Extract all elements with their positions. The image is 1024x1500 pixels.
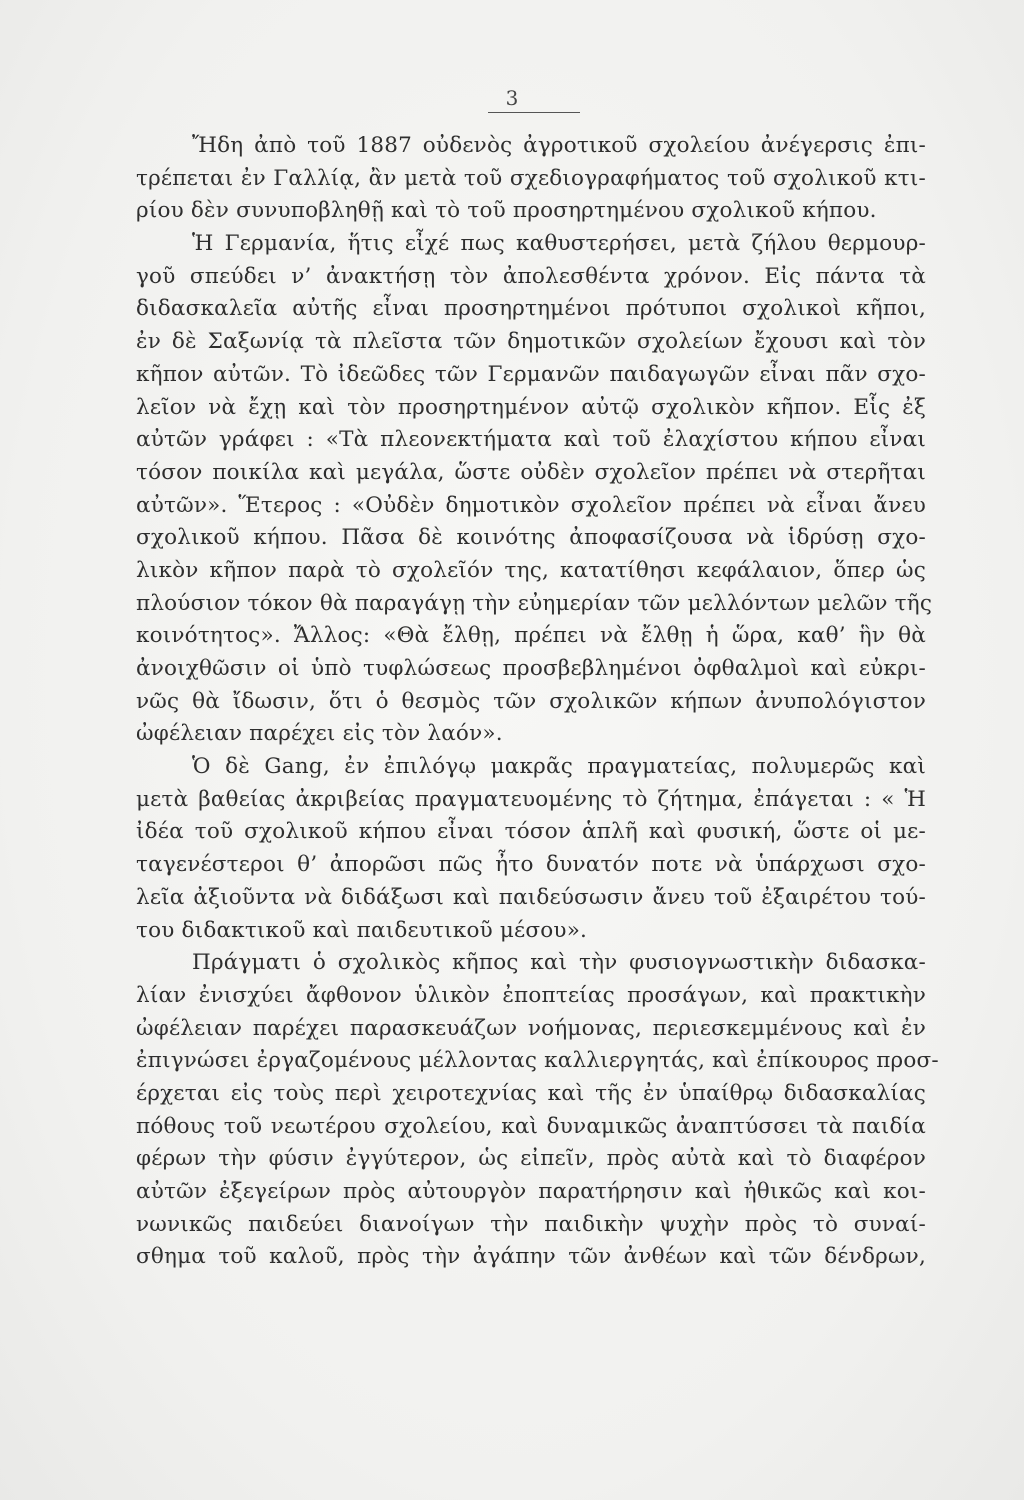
text-line: σχολικοῦ κήπου. Πᾶσα δὲ κοινότης ἀποφασίζουσα νὰ ἱδρύσῃ σχο- xyxy=(136,525,926,551)
text-line: Ὁ δὲ Gang, ἐν ἐπιλόγῳ μακρᾶς πραγματείας, πολυμερῶς καὶ xyxy=(192,754,926,780)
text-line: Ἤδη ἀπὸ τοῦ 1887 οὐδενὸς ἀγροτικοῦ σχολείου ἀνέγερσις ἐπι- xyxy=(192,133,926,158)
text-line: ὠφέλειαν παρέχει παρασκευάζων νοήμονας, περιεσκεμμένους καὶ ἐν xyxy=(136,1015,926,1041)
text-line: σθημα τοῦ καλοῦ, πρὸς τὴν ἀγάπην τῶν ἀνθέων καὶ τῶν δένδρων, xyxy=(136,1244,926,1270)
text-line: πόθους τοῦ νεωτέρου σχολείου, καὶ δυναμικῶς ἀναπτύσσει τὰ παιδία xyxy=(136,1113,926,1139)
text-line: γοῦ σπεύδει ν’ ἀνακτήσῃ τὸν ἀπολεσθέντα χρόνον. Εἰς πάντα τὰ xyxy=(136,263,926,289)
text-line: λικὸν κῆπον παρὰ τὸ σχολεῖόν της, κατατίθησι κεφάλαιον, ὅπερ ὡς xyxy=(136,557,926,583)
text-line: Ἡ Γερμανία, ἥτις εἶχέ πως καθυστερήσει, μετὰ ζήλου θερμουρ- xyxy=(192,231,926,257)
text-line: αὐτῶν γράφει : «Τὰ πλεονεκτήματα καὶ τοῦ ἐλαχίστου κήπου εἶναι xyxy=(136,427,926,453)
text-line: κοινότητος». Ἄλλος: «Θὰ ἔλθῃ, πρέπει νὰ ἔλθῃ ἡ ὥρα, καθ’ ἣν θὰ xyxy=(136,623,926,649)
text-line: λεῖα ἀξιοῦντα νὰ διδάξωσι καὶ παιδεύσωσιν ἄνευ τοῦ ἐξαιρέτου τού- xyxy=(136,884,926,910)
text-line: πλούσιον τόκον θὰ παραγάγῃ τὴν εὐημερίαν τῶν μελλόντων μελῶν τῆς xyxy=(136,590,933,616)
text-line: νωνικῶς παιδεύει διανοίγων τὴν παιδικὴν ψυχὴν πρὸς τὸ συναί- xyxy=(136,1211,926,1237)
text-line: τόσον ποικίλα καὶ μεγάλα, ὥστε οὐδὲν σχολεῖον πρέπει νὰ στερῆται xyxy=(136,459,926,485)
body-text xyxy=(136,130,939,1274)
text-line: ὠφέλειαν παρέχει εἰς τὸν λαόν». xyxy=(136,721,503,747)
text-line: ἐπιγνώσει ἐργαζομένους μέλλοντας καλλιεργητάς, καὶ ἐπίκουρος προσ- xyxy=(136,1048,939,1074)
text-line: έρχεται εἰς τοὺς περὶ χειροτεχνίας καὶ τῆς ἐν ὑπαίθρῳ διδασκαλίας xyxy=(136,1080,926,1106)
header-rule xyxy=(488,112,580,113)
text-line: αὐτῶν ἐξεγείρων πρὸς αὐτουργὸν παρατήρησιν καὶ ἠθικῶς καὶ κοι- xyxy=(136,1179,926,1204)
text-line: διδασκαλεῖα αὐτῆς εἶναι προσηρτημένοι πρότυποι σχολικοὶ κῆποι, xyxy=(136,296,926,322)
text-line: του διδακτικοῦ καὶ παιδευτικοῦ μέσου». xyxy=(136,917,588,943)
text-line: ἐν δὲ Σαξωνίᾳ τὰ πλεῖστα τῶν δημοτικῶν σχολείων ἔχουσι καὶ τὸν xyxy=(136,329,926,355)
text-line: φέρων τὴν φύσιν ἐγγύτερον, ὡς εἰπεῖν, πρὸς αὐτὰ καὶ τὸ διαφέρον xyxy=(136,1146,926,1172)
text-line: τρέπεται ἐν Γαλλίᾳ, ἂν μετὰ τοῦ σχεδιογραφήματος τοῦ σχολικοῦ κτι- xyxy=(136,165,926,191)
text-line: κῆπον αὐτῶν. Τὸ ἰδεῶδες τῶν Γερμανῶν παιδαγωγῶν εἶναι πᾶν σχο- xyxy=(136,361,926,387)
text-line: αὐτῶν». Ἕτερος : «Οὐδὲν δημοτικὸν σχολεῖον πρέπει νὰ εἶναι ἄνευ xyxy=(136,492,926,518)
text-line: νῶς θὰ ἴδωσιν, ὅτι ὁ θεσμὸς τῶν σχολικῶν κήπων ἀνυπολόγιστον xyxy=(136,688,926,714)
text-line: ρίου δὲν συνυποβληθῇ καὶ τὸ τοῦ προσηρτημένου σχολικοῦ κήπου. xyxy=(136,198,877,224)
text-line: ταγενέστεροι θ’ ἀπορῶσι πῶς ἦτο δυνατόν ποτε νὰ ὑπάρχωσι σχο- xyxy=(136,852,926,878)
text-line: λίαν ἐνισχύει ἄφθονον ὑλικὸν ἐποπτείας προσάγων, καὶ πρακτικὴν xyxy=(136,982,926,1008)
text-line: μετὰ βαθείας ἀκριβείας πραγματευομένης τὸ ζήτημα, ἐπάγεται : « Ἡ xyxy=(136,786,926,812)
page-number: 3 xyxy=(505,86,519,110)
text-line: ἰδέα τοῦ σχολικοῦ κήπου εἶναι τόσον ἁπλῆ καὶ φυσική, ὥστε οἱ με- xyxy=(136,819,926,845)
text-line: ἀνοιχθῶσιν οἱ ὑπὸ τυφλώσεως προσβεβλημένοι ὀφθαλμοὶ καὶ εὐκρι- xyxy=(136,656,926,681)
text-line: Πράγματι ὁ σχολικὸς κῆπος καὶ τὴν φυσιογνωστικὴν διδασκα- xyxy=(192,950,926,976)
text-line: λεῖον νὰ ἔχῃ καὶ τὸν προσηρτημένον αὐτῷ σχολικὸν κῆπον. Εἷς ἐξ xyxy=(136,394,926,420)
